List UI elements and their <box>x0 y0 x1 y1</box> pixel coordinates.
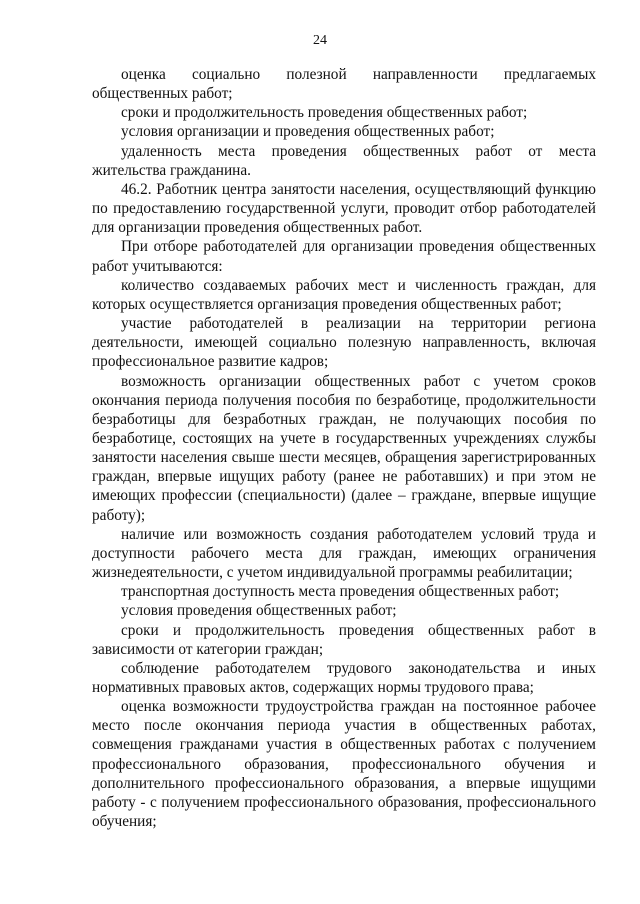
paragraph-organization-possibility: возможность организации общественных работ с учетом сроков окончания периода получения пособия по безработице, продолжительности безработицы для безработных граждан, не получающих пособия по безработице, состоящих на учете в государственных учреждениях службы занятости населения свыше шести месяцев, обращения зарегистрированных граждан, впервые ищущих работу (ранее не работавших) и при этом не имеющих профессии (специальности) (далее – граждане, впервые ищущие работу); <box>92 372 596 524</box>
paragraph-distance-from-residence: удаленность места проведения общественных работ от места жительства гражданина. <box>92 142 596 179</box>
paragraph-employer-participation: участие работодателей в реализации на территории региона деятельности, имеющей социально полезную направленность, включая профессиональное развитие кадров; <box>92 315 596 371</box>
paragraph-transport-accessibility: транспортная доступность места проведения общественных работ; <box>121 583 560 601</box>
paragraph-number-of-jobs: количество создаваемых рабочих мест и численность граждан, для которых осуществляется организация проведения общественных работ; <box>92 276 596 313</box>
paragraph-organization-conditions: условия организации и проведения общественных работ; <box>121 123 495 141</box>
paragraph-labor-law-compliance: соблюдение работодателем трудового законодательства и иных нормативных правовых актов, содержащих нормы трудового права; <box>92 659 596 696</box>
paragraph-selection-criteria-intro: При отборе работодателей для организации проведения общественных работ учитываются: <box>92 238 596 275</box>
paragraph-accessibility-conditions: наличие или возможность создания работодателем условий труда и доступности рабочего места для граждан, имеющих ограничения жизнедеятельности, с учетом индивидуальной программы реабилитации; <box>92 525 596 582</box>
paragraph-work-conditions: условия проведения общественных работ; <box>121 602 397 620</box>
paragraph-employment-possibility: оценка возможности трудоустройства граждан на постоянное рабочее место после окончания периода участия в общественных работах, совмещения гражданами участия в общественных работах с получением профессионального образования, профессионального обучения и дополнительного профессионального образования, а впервые ищущими работу - с получением профессионального образования, профессионального обучения; <box>92 698 596 831</box>
page-number: 24 <box>313 33 327 48</box>
paragraph-terms-by-category: сроки и продолжительность проведения общественных работ в зависимости от категории граждан; <box>92 621 596 658</box>
paragraph-section-46-2: 46.2. Работник центра занятости населения, осуществляющий функцию по предоставлению государственной услуги, проводит отбор работодателей для организации проведения общественных работ. <box>92 180 596 237</box>
document-body <box>92 65 596 831</box>
paragraph-assessment-social-orientation: оценка социально полезной направленности предлагаемых общественных работ; <box>92 66 596 103</box>
paragraph-terms-duration: сроки и продолжительность проведения общественных работ; <box>121 104 528 122</box>
